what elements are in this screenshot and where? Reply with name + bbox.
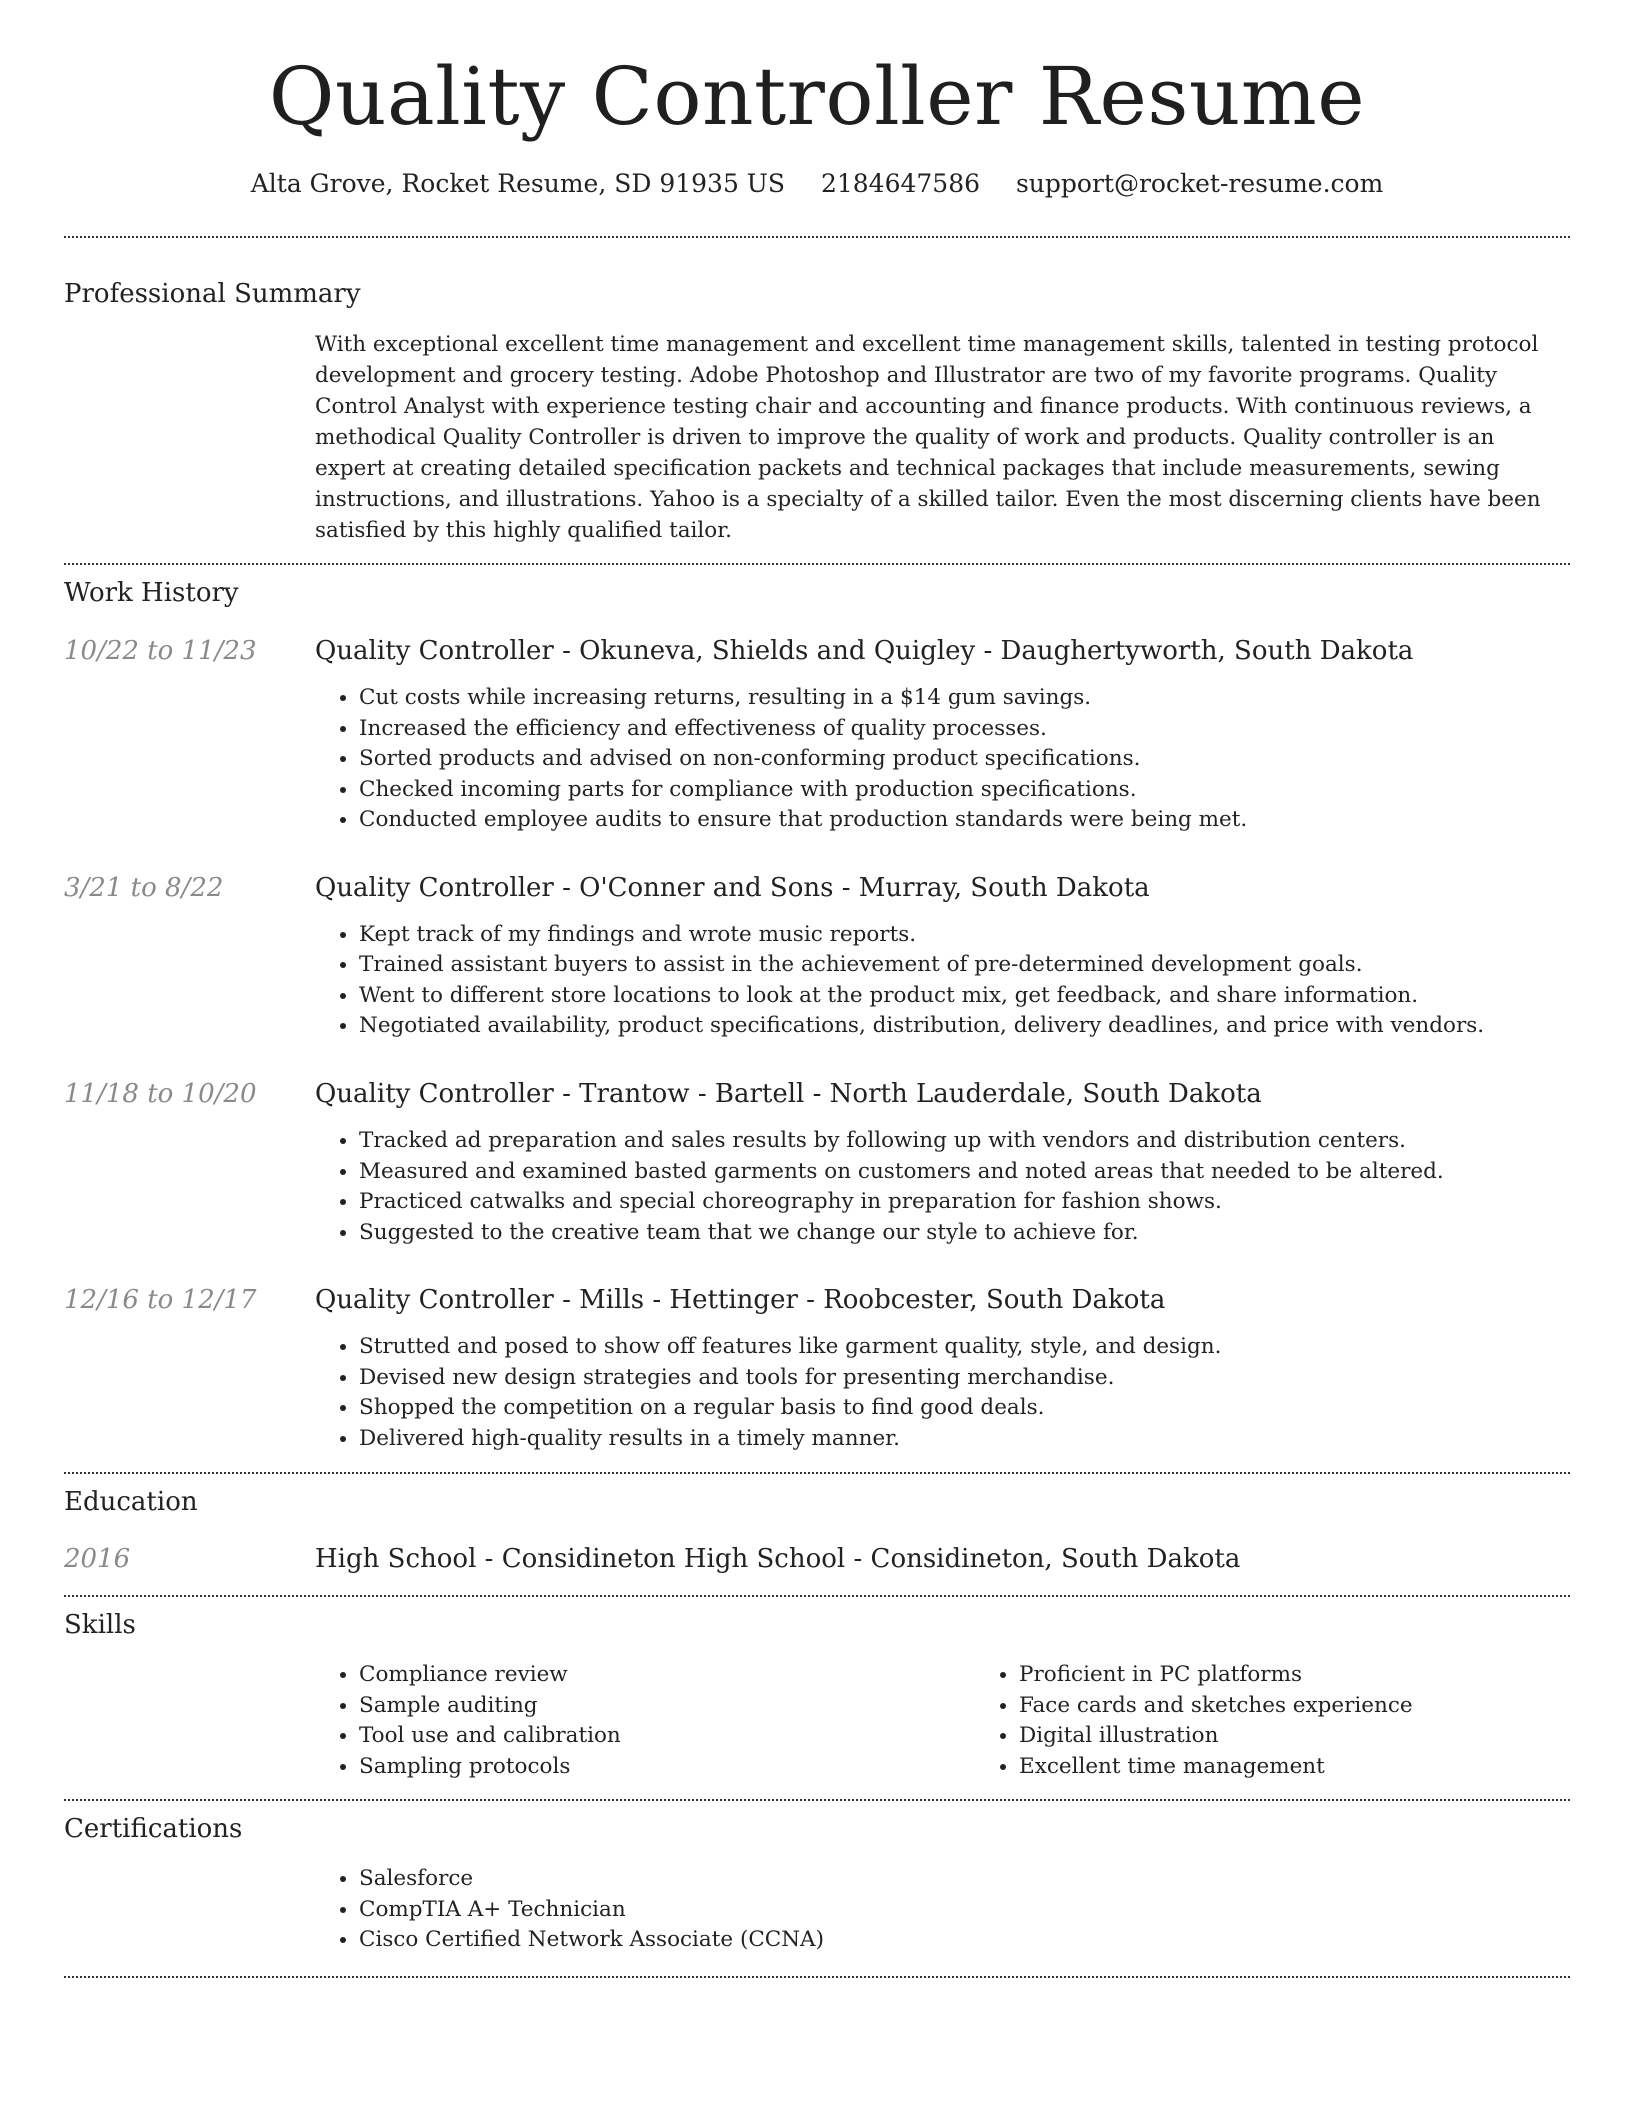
list-item: • Sorted products and advised on non-conforming product specifications. bbox=[359, 744, 1570, 775]
summary-section bbox=[64, 238, 1570, 546]
divider bbox=[64, 1976, 1570, 1978]
list-item: • Cisco Certified Network Associate (CCNA) bbox=[359, 1925, 1570, 1956]
section-title-work-history: Work History bbox=[64, 578, 239, 608]
education-entry bbox=[64, 1544, 1570, 1575]
skills-list bbox=[315, 1660, 1632, 1782]
list-item: • Conducted employee audits to ensure that production standards were being met. bbox=[359, 805, 1570, 836]
list-item: • Excellent time management bbox=[1019, 1752, 1632, 1783]
job-dates: 10/22 to 11/23 bbox=[64, 636, 257, 666]
list-item: • Practiced catwalks and special choreography in preparation for fashion shows. bbox=[359, 1187, 1570, 1218]
list-item: • Trained assistant buyers to assist in the achievement of pre-determined development goals. bbox=[359, 950, 1570, 981]
list-item: • Proficient in PC platforms bbox=[1019, 1660, 1632, 1691]
skills-column-left bbox=[315, 1660, 975, 1782]
job-bullets bbox=[315, 1126, 1570, 1248]
list-item: • Sampling protocols bbox=[359, 1752, 975, 1783]
job-entry bbox=[64, 1079, 1570, 1248]
skills-column-right bbox=[975, 1660, 1632, 1782]
list-item: • Went to different store locations to look at the product mix, get feedback, and share information. bbox=[359, 981, 1570, 1012]
list-item: • Compliance review bbox=[359, 1660, 975, 1691]
skills-section bbox=[64, 1597, 1570, 1782]
education-year: 2016 bbox=[64, 1544, 131, 1575]
list-item: • Delivered high-quality results in a timely manner. bbox=[359, 1424, 1570, 1455]
job-dates: 11/18 to 10/20 bbox=[64, 1078, 257, 1109]
job-dates: 3/21 to 8/22 bbox=[64, 872, 224, 903]
list-item: • Measured and examined basted garments on customers and noted areas that needed to be altered. bbox=[359, 1157, 1570, 1188]
section-title-certifications: Certifications bbox=[64, 1814, 243, 1845]
section-title-skills: Skills bbox=[64, 1610, 136, 1641]
education-title: High School - Considineton High School - Considineton, South Dakota bbox=[315, 1544, 1241, 1575]
resume-page bbox=[64, 0, 1570, 1978]
list-item: • Increased the efficiency and effectiveness of quality processes. bbox=[359, 714, 1570, 745]
list-item: • Salesforce bbox=[359, 1864, 1570, 1895]
list-item: • Digital illustration bbox=[1019, 1721, 1632, 1752]
list-item: • Tool use and calibration bbox=[359, 1721, 975, 1752]
list-item: • Strutted and posed to show off features like garment quality, style, and design. bbox=[359, 1332, 1570, 1363]
work-history-section bbox=[64, 565, 1570, 1454]
list-item: • Tracked ad preparation and sales results by following up with vendors and distribution centers. bbox=[359, 1126, 1570, 1157]
job-title: Quality Controller - O'Conner and Sons - Murray, South Dakota bbox=[315, 872, 1150, 903]
list-item: • Face cards and sketches experience bbox=[1019, 1691, 1632, 1722]
list-item: • Cut costs while increasing returns, resulting in a $14 gum savings. bbox=[359, 683, 1570, 714]
list-item: • Suggested to the creative team that we change our style to achieve for. bbox=[359, 1218, 1570, 1249]
job-title: Quality Controller - Trantow - Bartell - North Lauderdale, South Dakota bbox=[315, 1078, 1262, 1109]
summary-text: With exceptional excellent time management and excellent time management skills, talented in testing protocol development and grocery testing. Adobe Photoshop and Illustrator are two of my favorite programs. Quality Control Analyst with experience testing chair and accounting and finance products. With continuous reviews, a methodical Quality Controller is driven to improve the quality of work and products. Quality controller is an expert at creating detailed specification packets and technical packages that include measurements, sewing instructions, and illustrations. Yahoo is a specialty of a skilled tailor. Even the most discerning clients have been satisfied by this highly qualified tailor. bbox=[315, 332, 1541, 543]
list-item: • CompTIA A+ Technician bbox=[359, 1895, 1570, 1926]
section-title-education: Education bbox=[64, 1487, 198, 1518]
list-item: • Devised new design strategies and tools for presenting merchandise. bbox=[359, 1363, 1570, 1394]
list-item: • Negotiated availability, product specifications, distribution, delivery deadlines, and price with vendors. bbox=[359, 1011, 1570, 1042]
job-title: Quality Controller - Okuneva, Shields and Quigley - Daughertyworth, South Dakota bbox=[315, 636, 1414, 666]
job-entry bbox=[64, 636, 1570, 836]
education-section bbox=[64, 1474, 1570, 1575]
certifications-list bbox=[315, 1864, 1570, 1956]
job-title: Quality Controller - Mills - Hettinger - Roobcester, South Dakota bbox=[315, 1285, 1166, 1316]
list-item: • Sample auditing bbox=[359, 1691, 975, 1722]
list-item: • Checked incoming parts for compliance with production specifications. bbox=[359, 775, 1570, 806]
job-bullets bbox=[315, 1332, 1570, 1454]
contact-address: Alta Grove, Rocket Resume, SD 91935 US bbox=[250, 169, 785, 198]
job-dates: 12/16 to 12/17 bbox=[64, 1285, 257, 1316]
contact-phone: 2184647586 bbox=[820, 169, 981, 198]
contact-email: support@rocket-resume.com bbox=[1015, 169, 1384, 198]
list-item: • Kept track of my findings and wrote music reports. bbox=[359, 920, 1570, 951]
certifications-section bbox=[64, 1801, 1570, 1956]
job-entry bbox=[64, 873, 1570, 1042]
job-bullets bbox=[315, 683, 1570, 836]
section-title-summary: Professional Summary bbox=[64, 279, 361, 309]
resume-title: Quality Controller Resume bbox=[268, 50, 1366, 143]
job-bullets bbox=[315, 920, 1570, 1042]
contact-line bbox=[64, 171, 1570, 196]
job-entry bbox=[64, 1285, 1570, 1454]
list-item: • Shopped the competition on a regular basis to find good deals. bbox=[359, 1393, 1570, 1424]
